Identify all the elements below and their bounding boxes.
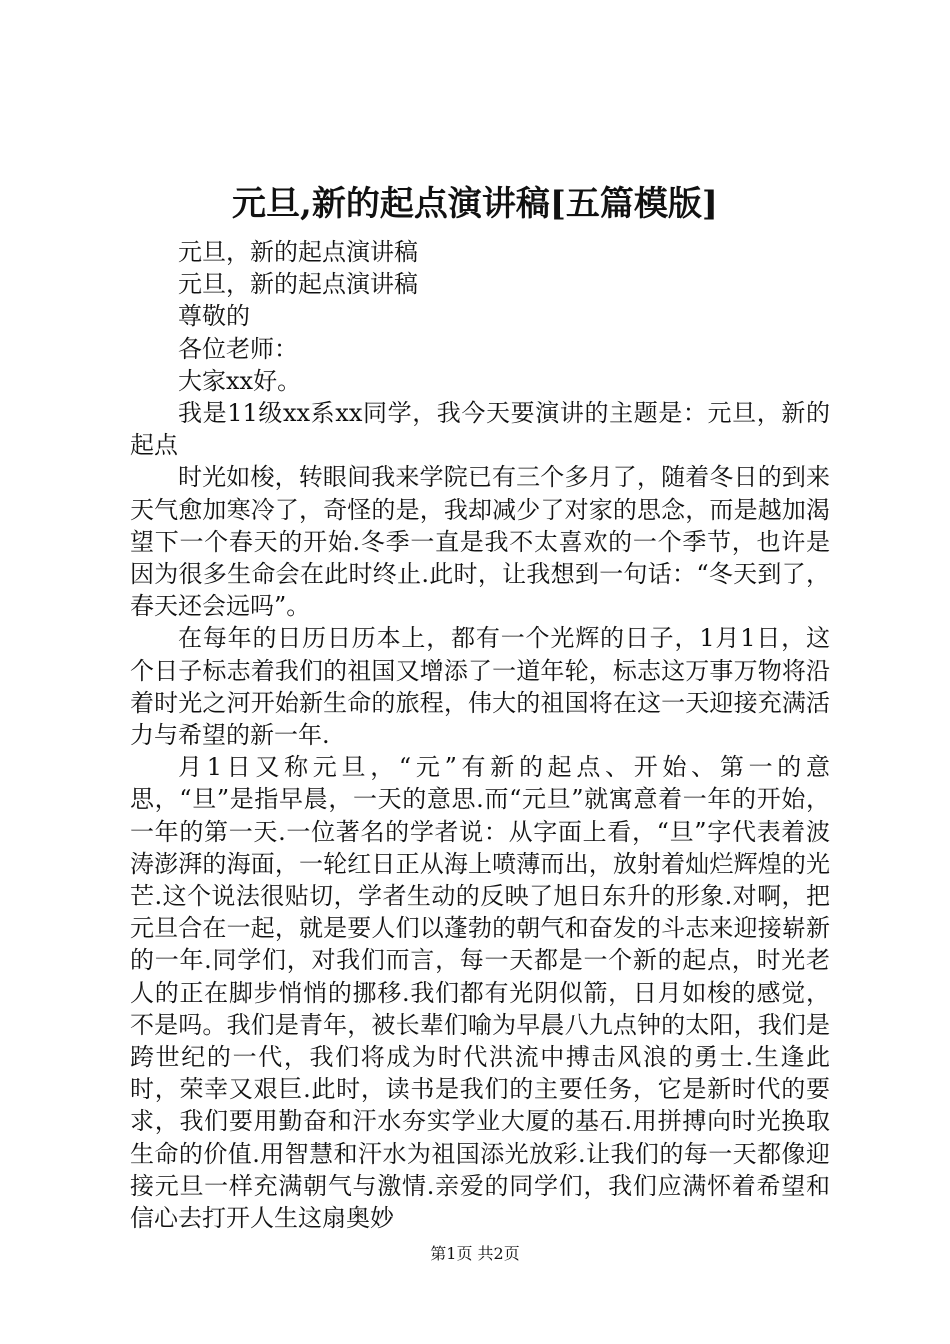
paragraph-subtitle-2: 元旦，新的起点演讲稿 xyxy=(178,270,418,299)
paragraph-salutation-1: 尊敬的 xyxy=(178,302,250,331)
paragraph-calendar: 在每年的日历日历本上，都有一个光辉的日子，1月1日，这个日子标志着我们的祖国又增添了一道年轮，标志这万事万物将沿着时光之河开始新生命的旅程，伟大的祖国将在这一天迎接充满活力与希望的新一年. xyxy=(130,624,830,750)
paragraph-intro: 我是11级xx系xx同学，我今天要演讲的主题是：元旦，新的起点 xyxy=(130,399,830,460)
paragraph-time: 时光如梭，转眼间我来学院已有三个多月了，随着冬日的到来天气愈加寒冷了，奇怪的是，我却减少了对家的思念，而是越加渴望下一个春天的开始.冬季一直是我不太喜欢的一个季节，也许是因为很多生命会在此时终止.此时，让我想到一句话：“冬天到了，春天还会远吗”。 xyxy=(130,463,830,621)
paragraph-subtitle-1: 元旦，新的起点演讲稿 xyxy=(178,238,418,266)
document-body xyxy=(130,236,830,1234)
document-title: 元旦,新的起点演讲稿[五篇模版] xyxy=(231,184,718,224)
paragraph-salutation-2: 各位老师： xyxy=(178,334,298,363)
paragraph-greeting: 大家xx好。 xyxy=(178,366,302,395)
paragraph-meaning: 月1日又称元旦，“元”有新的起点、开始、第一的意思，“旦”是指早晨，一天的意思.而“元旦”就寓意着一年的开始，一年的第一天.一位著名的学者说：从字面上看，“旦”字代表着波涛澎湃的海面，一轮红日正从海上喷薄而出，放射着灿烂辉煌的光芒.这个说法很贴切，学者生动的反映了旭日东升的形象.对啊，把元旦合在一起，就是要人们以蓬勃的朝气和奋发的斗志来迎接崭新的一年.同学们，对我们而言，每一天都是一个新的起点，时光老人的正在脚步悄悄的挪移.我们都有光阴似箭，日月如梭的感觉，不是吗。我们是青年，被长辈们喻为早晨八九点钟的太阳，我们是跨世纪的一代，我们将成为时代洪流中搏击风浪的勇士.生逢此时，荣幸又艰巨.此时，读书是我们的主要任务，它是新时代的要求，我们要用勤奋和汗水夯实学业大厦的基石.用拼搏向时光换取生命的价值.用智慧和汗水为祖国添光放彩.让我们的每一天都像迎接元旦一样充满朝气与激情.亲爱的同学们，我们应满怀着希望和信心去打开人生这扇奥妙 xyxy=(130,753,830,1233)
page-footer: 第1页 共2页 xyxy=(430,1244,520,1263)
